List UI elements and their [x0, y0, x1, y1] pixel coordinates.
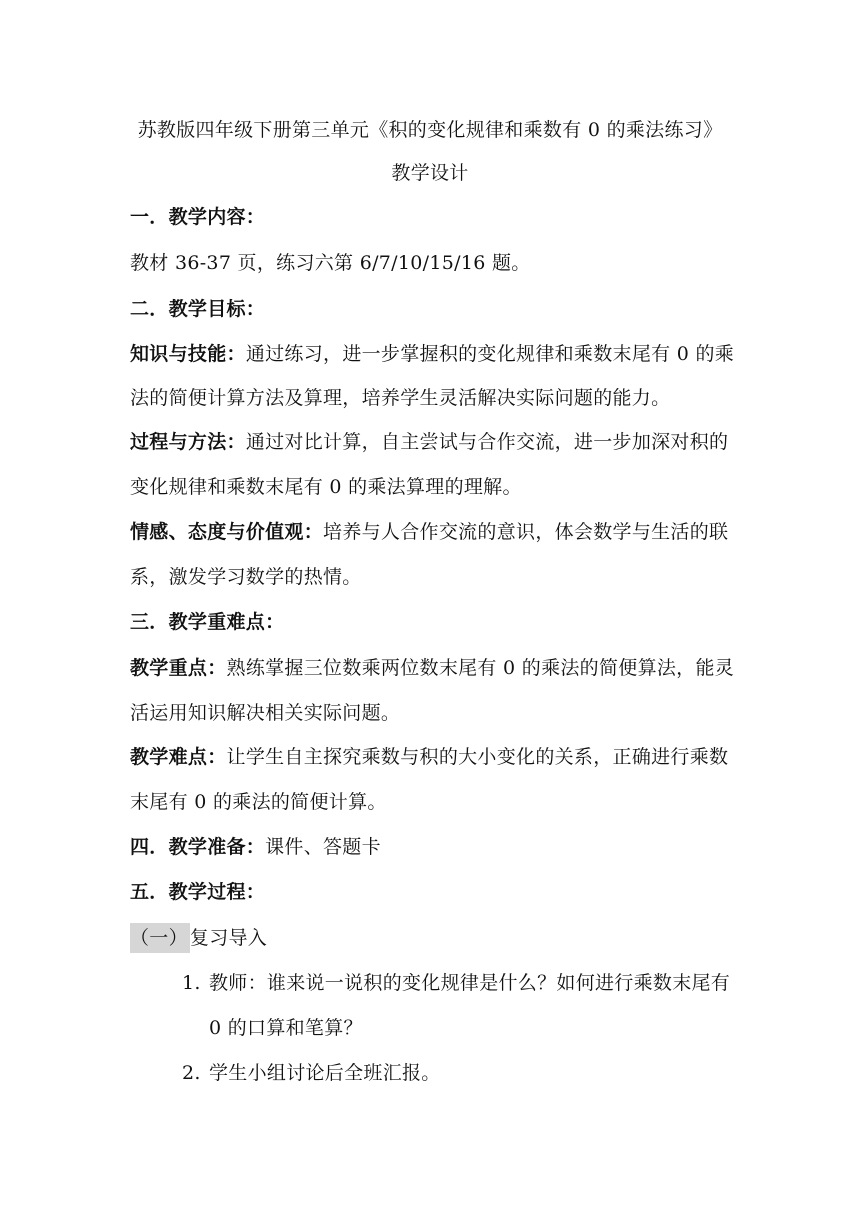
subsection-title: 复习导入 — [189, 927, 268, 949]
section-5-heading: 五．教学过程： — [130, 881, 266, 903]
section-4-line — [130, 835, 381, 859]
section-1-body: 教材 36-37 页，练习六第 6/7/10/15/16 题。 — [130, 252, 531, 274]
subsection-heading — [130, 926, 267, 950]
difficult-point-text: 让学生自主探究乘数与积的大小变化的关系，正确进行乘数 — [226, 746, 729, 768]
knowledge-paragraph-line2: 法的简便计算方法及算理，培养学生灵活解决实际问题的能力。 — [130, 387, 671, 409]
list-item-2-number: 2. — [182, 1062, 201, 1084]
difficult-point-line2: 末尾有 0 的乘法的简便计算。 — [130, 791, 387, 813]
list-item-2-line1: 学生小组讨论后全班汇报。 — [209, 1062, 441, 1084]
key-point-line1 — [130, 656, 734, 680]
document-title: 苏教版四年级下册第三单元《积的变化规律和乘数有 0 的乘法练习》 — [137, 119, 723, 141]
knowledge-text: 通过练习，进一步掌握积的变化规律和乘数末尾有 0 的乘 — [245, 343, 735, 365]
emotion-text: 培养与人合作交流的意识，体会数学与生活的联 — [323, 521, 729, 543]
emotion-label: 情感、态度与价值观： — [130, 521, 324, 543]
section-4-body: 课件、答题卡 — [265, 836, 381, 858]
difficult-point-line1 — [130, 745, 728, 769]
list-item-1-number: 1. — [182, 972, 201, 994]
subsection-number: （一） — [130, 923, 190, 953]
emotion-paragraph-line1 — [130, 520, 728, 544]
section-1-heading: 一．教学内容： — [130, 206, 266, 228]
process-text: 通过对比计算，自主尝试与合作交流，进一步加深对积的 — [245, 431, 729, 453]
difficult-point-label: 教学难点： — [130, 746, 227, 768]
section-3-heading: 三．教学重难点： — [130, 611, 285, 633]
document-subtitle: 教学设计 — [391, 162, 469, 184]
key-point-text: 熟练掌握三位数乘两位数末尾有 0 的乘法的简便算法，能灵 — [226, 657, 735, 679]
knowledge-paragraph-line1 — [130, 342, 734, 366]
list-item-1-line2: 0 的口算和笔算？ — [209, 1017, 363, 1039]
section-2-heading: 二．教学目标： — [130, 298, 266, 320]
knowledge-label: 知识与技能： — [130, 343, 246, 365]
list-item-1-line1: 教师：谁来说一说积的变化规律是什么？如何进行乘数末尾有 — [209, 972, 731, 994]
section-4-label: 四．教学准备： — [130, 836, 266, 858]
process-label: 过程与方法： — [130, 431, 246, 453]
key-point-label: 教学重点： — [130, 657, 227, 679]
process-paragraph-line2: 变化规律和乘数末尾有 0 的乘法算理的理解。 — [130, 476, 522, 498]
process-paragraph-line1 — [130, 430, 728, 454]
emotion-paragraph-line2: 系，激发学习数学的热情。 — [130, 566, 362, 588]
key-point-line2: 活运用知识解决相关实际问题。 — [130, 702, 401, 724]
